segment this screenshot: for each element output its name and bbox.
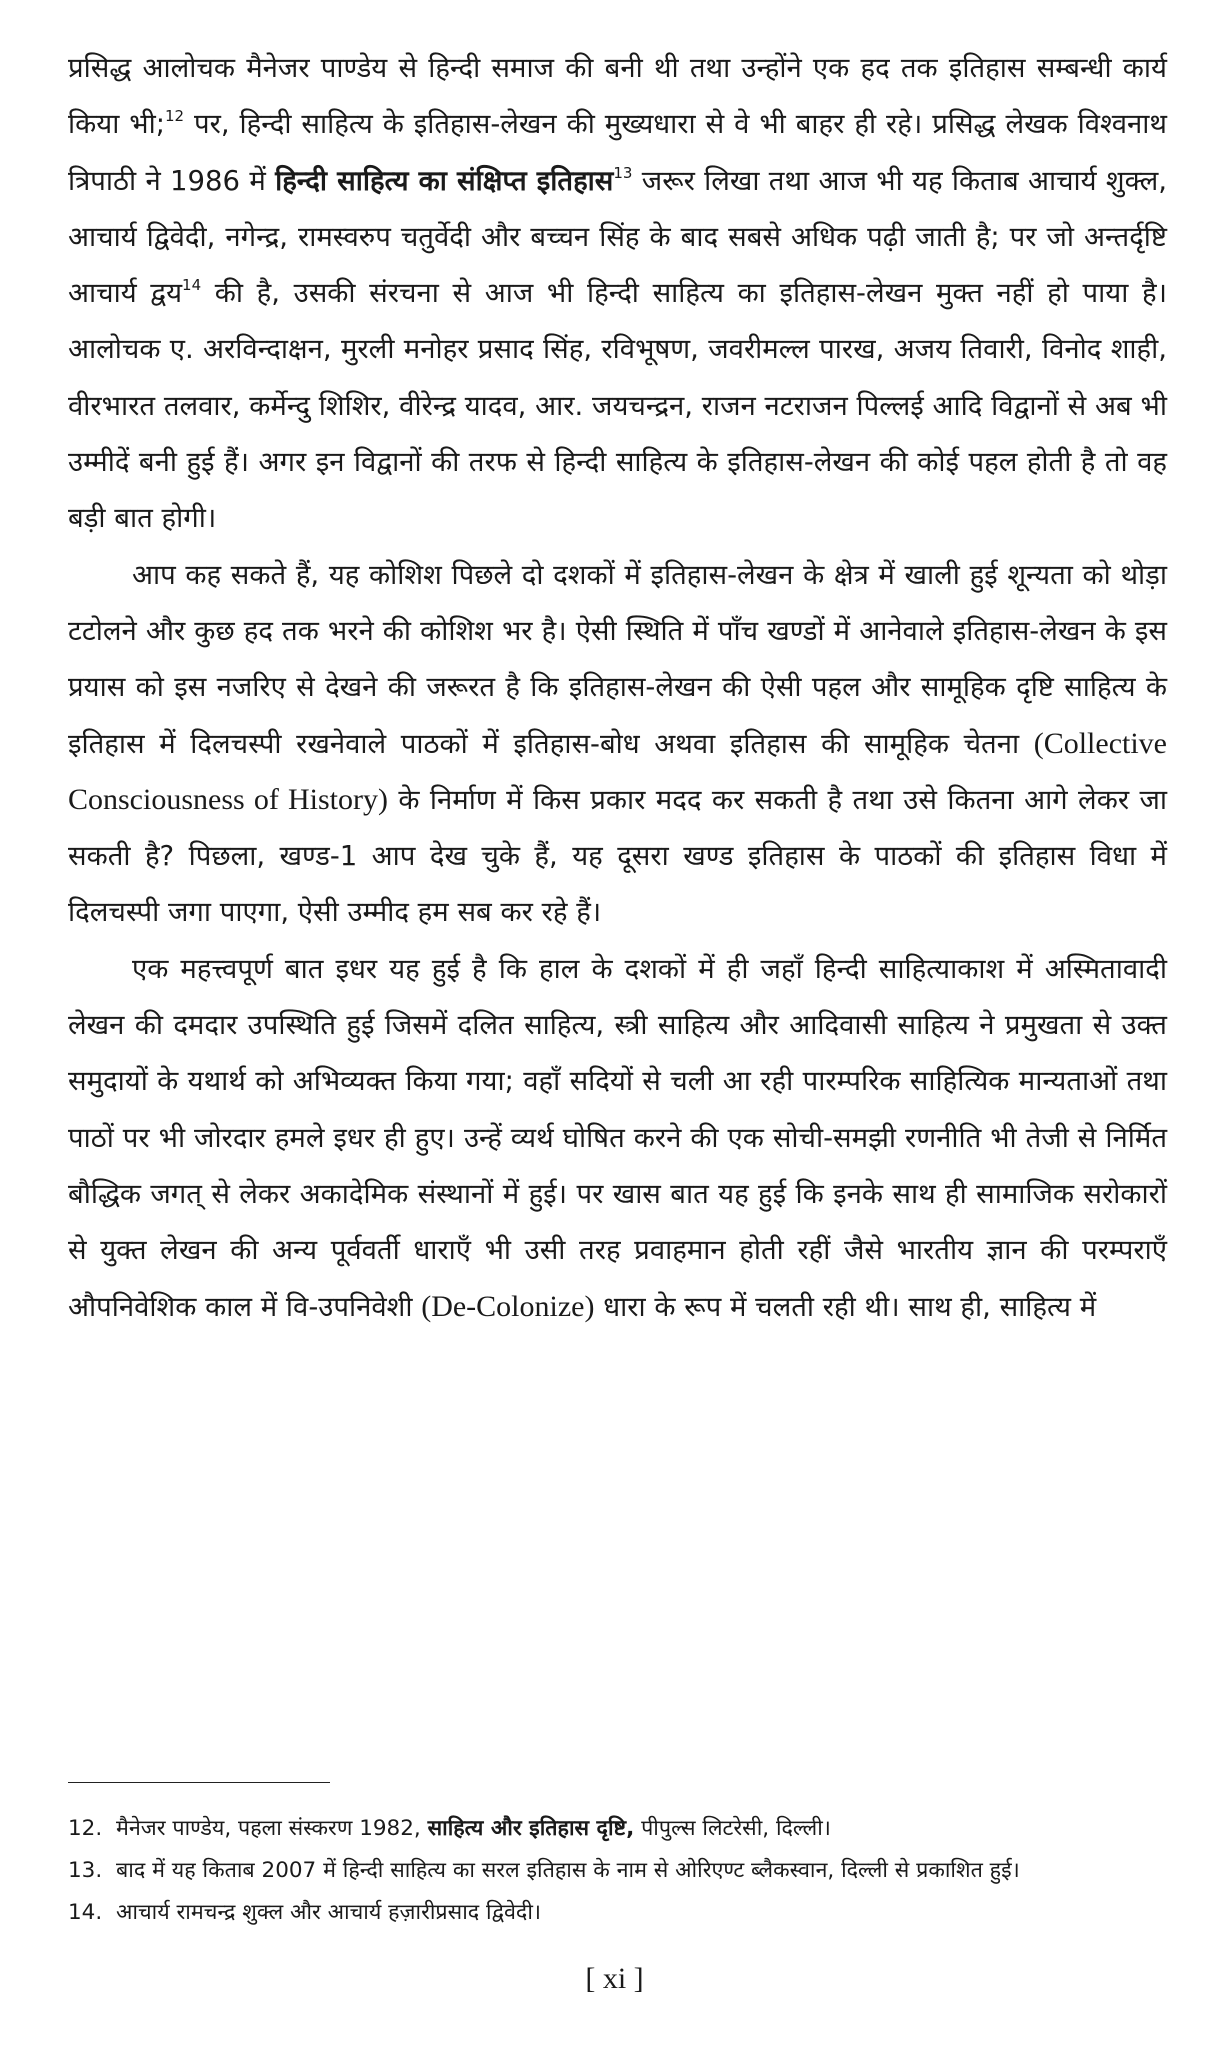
text: के निर्माण में किस प्रकार मदद कर सकती है तथा उसे कितना आगे लेकर जा सकती है? पिछला, खण्ड-1 आप देख चुके हैं, यह दूसरा खण्ड इतिहास के पाठकों की इतिहास विधा में दिलचस्पी जगा पाएगा, ऐसी उम्मीद हम सब कर रहे हैं। (68, 783, 1168, 929)
text: प्रसिद्ध आलोचक मैनेजर पाण्डेय से हिन्दी समाज की बनी थी तथा उन्होंने एक हद तक इतिहास सम्बन्धी कार्य किया भी; (68, 52, 1167, 141)
page-number: [ xi ] (585, 1962, 644, 1995)
paragraph-3 (68, 941, 1167, 1335)
footnote-text: पीपुल्स लिटरेसी, दिल्ली। (634, 1816, 831, 1841)
text: आप कह सकते हैं, यह कोशिश पिछले दो दशकों में इतिहास-लेखन के क्षेत्र में खाली हुई शून्यता को थोड़ा टटोलने और कुछ हद तक भरने की कोशिश भर है। ऐसी स्थिति में पाँच खण्डों में आनेवाले इतिहास-लेखन के इस प्रयास को इस नजरिए से देखने की जरूरत है कि इतिहास-लेखन की ऐसी पहल और सामूहिक दृष्टि साहित्य के इतिहास में दिलचस्पी रखनेवाले पाठकों में इतिहास-बोध अथवा इतिहास की सामूहिक चेतना (68, 558, 1167, 760)
footnotes (68, 1810, 1167, 1936)
footnote-number: 14. (68, 1900, 103, 1925)
footnote-ref-12[interactable]: 12 (164, 107, 185, 126)
footnote-ref-13[interactable]: 13 (613, 163, 633, 182)
book-title: हिन्दी साहित्य का संक्षिप्त इतिहास (275, 164, 614, 197)
footnote-ref-14[interactable]: 14 (182, 276, 202, 295)
paragraph-2 (68, 547, 1167, 941)
paragraph-1 (68, 40, 1167, 547)
text: धारा के रूप में चलती रही थी। साथ ही, साहित्य में (594, 1290, 1097, 1323)
english-term: (Collective Consciousness of History) (68, 726, 1167, 816)
footnote-text: बाद में यह किताब 2007 में हिन्दी साहित्य का सरल इतिहास के नाम से ओरिएण्ट ब्लैकस्वान, दिल्ली से प्रकाशित हुई। (116, 1858, 1020, 1883)
footnote-separator (68, 1782, 330, 1783)
main-text (68, 40, 1167, 1335)
text: जरूर लिखा तथा आज भी यह किताब आचार्य शुक्ल, आचार्य द्विवेदी, नगेन्द्र, रामस्वरुप चतुर्वेदी और बच्चन सिंह के बाद सबसे अधिक पढ़ी जाती है; पर जो अन्तर्दृष्टि आचार्य द्वय (68, 164, 1168, 310)
footnote-book-title: साहित्य और इतिहास दृष्टि, (427, 1816, 635, 1841)
footnote-text: आचार्य रामचन्द्र शुक्ल और आचार्य हज़ारीप्रसाद द्विवेदी। (116, 1900, 542, 1925)
text: एक महत्त्वपूर्ण बात इधर यह हुई है कि हाल के दशकों में ही जहाँ हिन्दी साहित्याकाश में अस्मितावादी लेखन की दमदार उपस्थिति हुई जिसमें दलित साहित्य, स्त्री साहित्य और आदिवासी साहित्य ने प्रमुखता से उक्त समुदायों के यथार्थ को अभिव्यक्त किया गया; वहाँ सदियों से चली आ रही पारम्परिक साहित्यिक मान्यताओं तथा पाठों पर भी जोरदार हमले इधर ही हुए। उन्हें व्यर्थ घोषित करने की एक सोची-समझी रणनीति भी तेजी से निर्मित बौद्धिक जगत् से लेकर अकादेमिक संस्थानों में हुई। पर खास बात यह हुई कि इनके साथ ही सामाजिक सरोकारों से युक्त लेखन की अन्य पूर्ववर्ती धाराएँ भी उसी तरह प्रवाहमान होती रहीं जैसे भारतीय ज्ञान की परम्पराएँ औपनिवेशिक काल में वि-उपनिवेशी (68, 952, 1167, 1323)
text: पर, हिन्दी साहित्य के इतिहास-लेखन की मुख्यधारा से वे भी बाहर ही रहे। प्रसिद्ध लेखक विश्वनाथ त्रिपाठी ने 1986 में (68, 108, 1167, 197)
footnote-text: मैनेजर पाण्डेय, पहला संस्करण 1982, (116, 1816, 428, 1841)
footnote-number: 13. (68, 1858, 103, 1883)
footnote-12 (68, 1810, 1167, 1848)
footnote-13 (68, 1852, 1167, 1890)
text: की है, उसकी संरचना से आज भी हिन्दी साहित्य का इतिहास-लेखन मुक्त नहीं हो पाया है। आलोचक ए. अरविन्दाक्षन, मुरली मनोहर प्रसाद सिंह, रविभूषण, जवरीमल्ल पारख, अजय तिवारी, विनोद शाही, वीरभारत तलवार, कर्मेन्दु शिशिर, वीरेन्द्र यादव, आर. जयचन्द्रन, राजन नटराजन पिल्लई आदि विद्वानों से अब भी उम्मीदें बनी हुई हैं। अगर इन विद्वानों की तरफ से हिन्दी साहित्य के इतिहास-लेखन की कोई पहल होती है तो वह बड़ी बात होगी। (68, 277, 1167, 535)
footnote-14 (68, 1894, 1167, 1932)
english-term: (De-Colonize) (421, 1289, 595, 1323)
footnote-number: 12. (68, 1816, 103, 1841)
